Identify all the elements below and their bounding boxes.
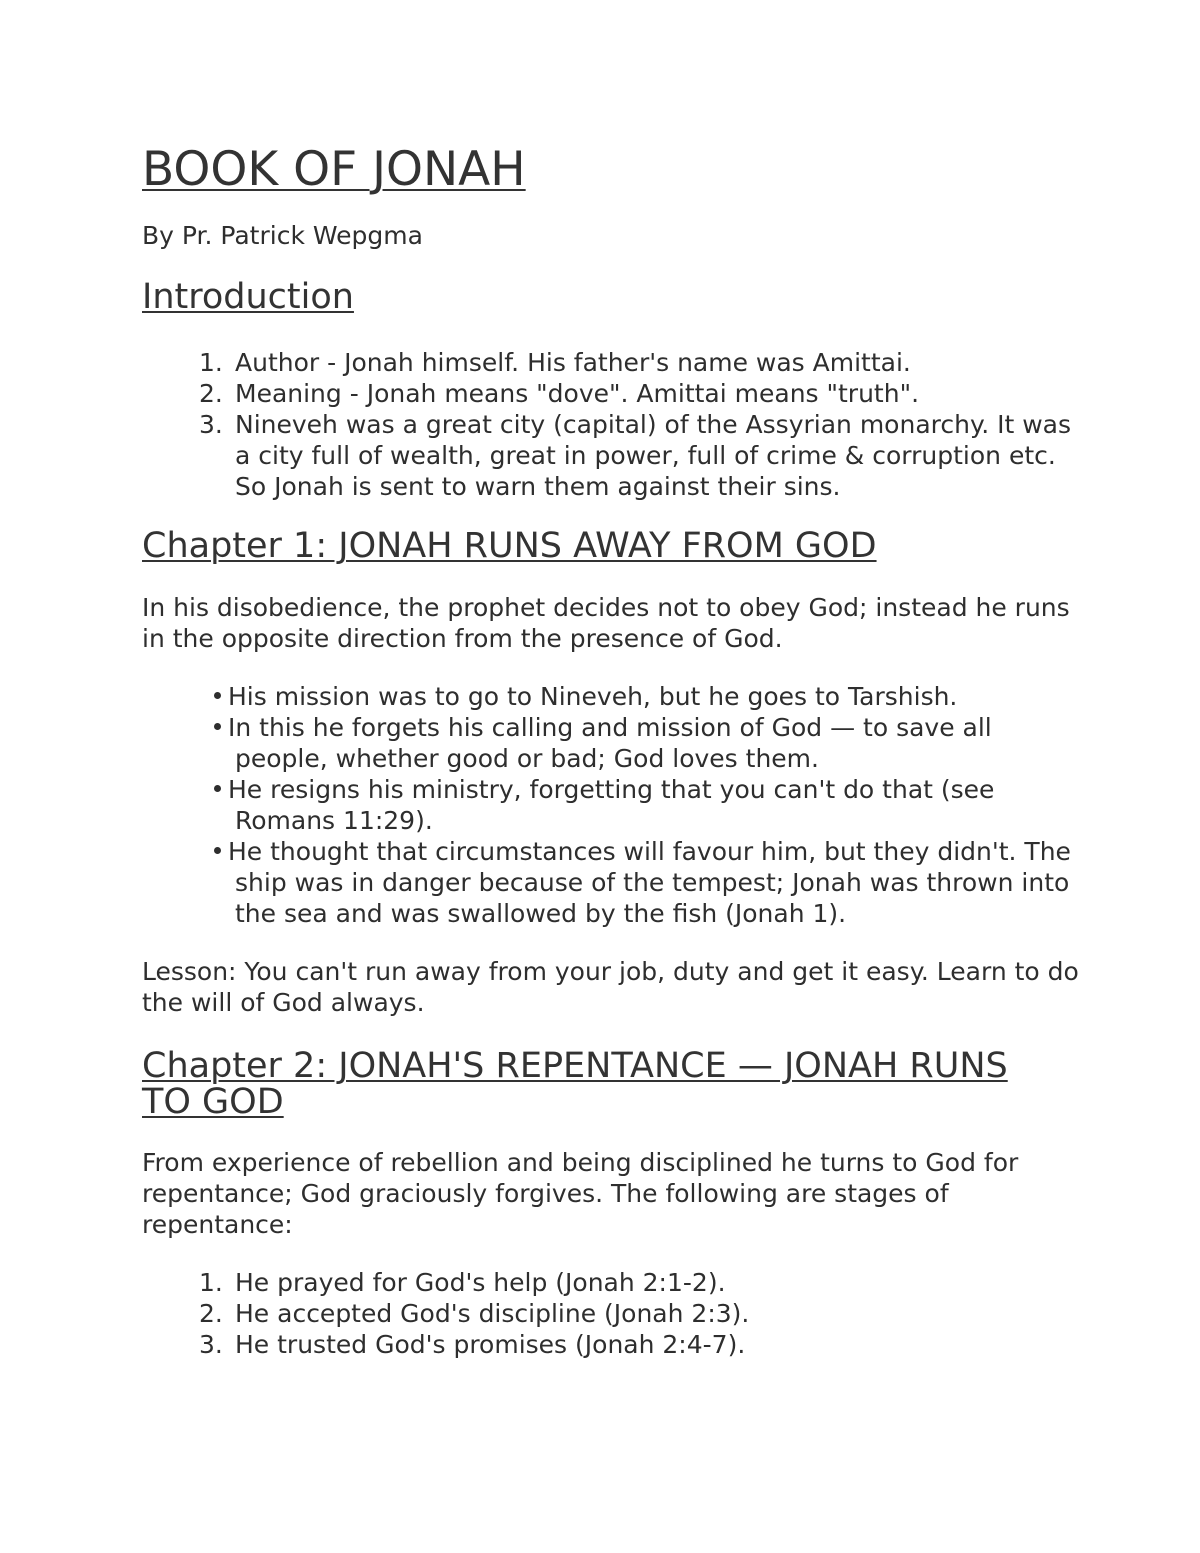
list-item [142,681,1082,712]
chapter-1-heading: Chapter 1: JONAH RUNS AWAY FROM GOD [142,526,877,566]
list-item [142,347,1082,378]
list-item-text: Nineveh was a great city (capital) of the Assyrian monarchy. It was a city full of wealth, great in power, full of crime & corruption etc. So Jonah is sent to warn them against their sins. [235,410,1071,501]
chapter-2-heading: Chapter 2: JONAH'S REPENTANCE — JONAH RUNS TO GOD [142,1046,1008,1122]
list-item-text: Meaning - Jonah means "dove". Amittai means "truth". [235,379,920,408]
list-item [142,378,1082,409]
bullet-icon [214,785,221,792]
list-number: 3. [199,1330,223,1359]
list-item-text: He trusted God's promises (Jonah 2:4-7). [235,1330,746,1359]
list-item-text: He thought that circumstances will favour him, but they didn't. The ship was in danger because of the tempest; Jonah was thrown into the sea and was swallowed by the fish (Jonah 1). [228,837,1071,928]
list-item-text: He resigns his ministry, forgetting that you can't do that (see Romans 11:29). [228,775,995,835]
chapter-1-intro: In his disobedience, the prophet decides not to obey God; instead he runs in the opposite direction from the presence of God. [142,593,1070,653]
list-number: 1. [199,348,223,377]
list-item [142,774,1082,836]
bullet-icon [214,847,221,854]
document-page [142,140,1082,1360]
list-item [142,1329,1082,1360]
list-item-text: He accepted God's discipline (Jonah 2:3). [235,1299,750,1328]
list-number: 2. [199,379,223,408]
list-number: 3. [199,410,223,439]
list-item-text: In this he forgets his calling and mission of God — to save all people, whether good or bad; God loves them. [228,713,992,773]
bullet-icon [214,692,221,699]
document-title: BOOK OF JONAH [142,142,526,197]
introduction-heading: Introduction [142,277,354,317]
list-item [142,1298,1082,1329]
list-item [142,409,1082,502]
list-number: 1. [199,1268,223,1297]
list-item [142,712,1082,774]
author-byline: By Pr. Patrick Wepgma [142,221,423,250]
introduction-list [142,347,1082,502]
bullet-icon [214,723,221,730]
chapter-2-list [142,1267,1082,1360]
chapter-1-lesson: Lesson: You can't run away from your job, duty and get it easy. Learn to do the will of God always. [142,957,1079,1017]
list-item-text: Author - Jonah himself. His father's name was Amittai. [235,348,911,377]
list-item-text: He prayed for God's help (Jonah 2:1-2). [235,1268,726,1297]
list-item [142,1267,1082,1298]
list-item [142,836,1082,929]
list-number: 2. [199,1299,223,1328]
chapter-2-intro: From experience of rebellion and being disciplined he turns to God for repentance; God graciously forgives. The following are stages of repentance: [142,1148,1019,1239]
list-item-text: His mission was to go to Nineveh, but he goes to Tarshish. [228,682,958,711]
chapter-1-bullet-list [142,681,1082,929]
